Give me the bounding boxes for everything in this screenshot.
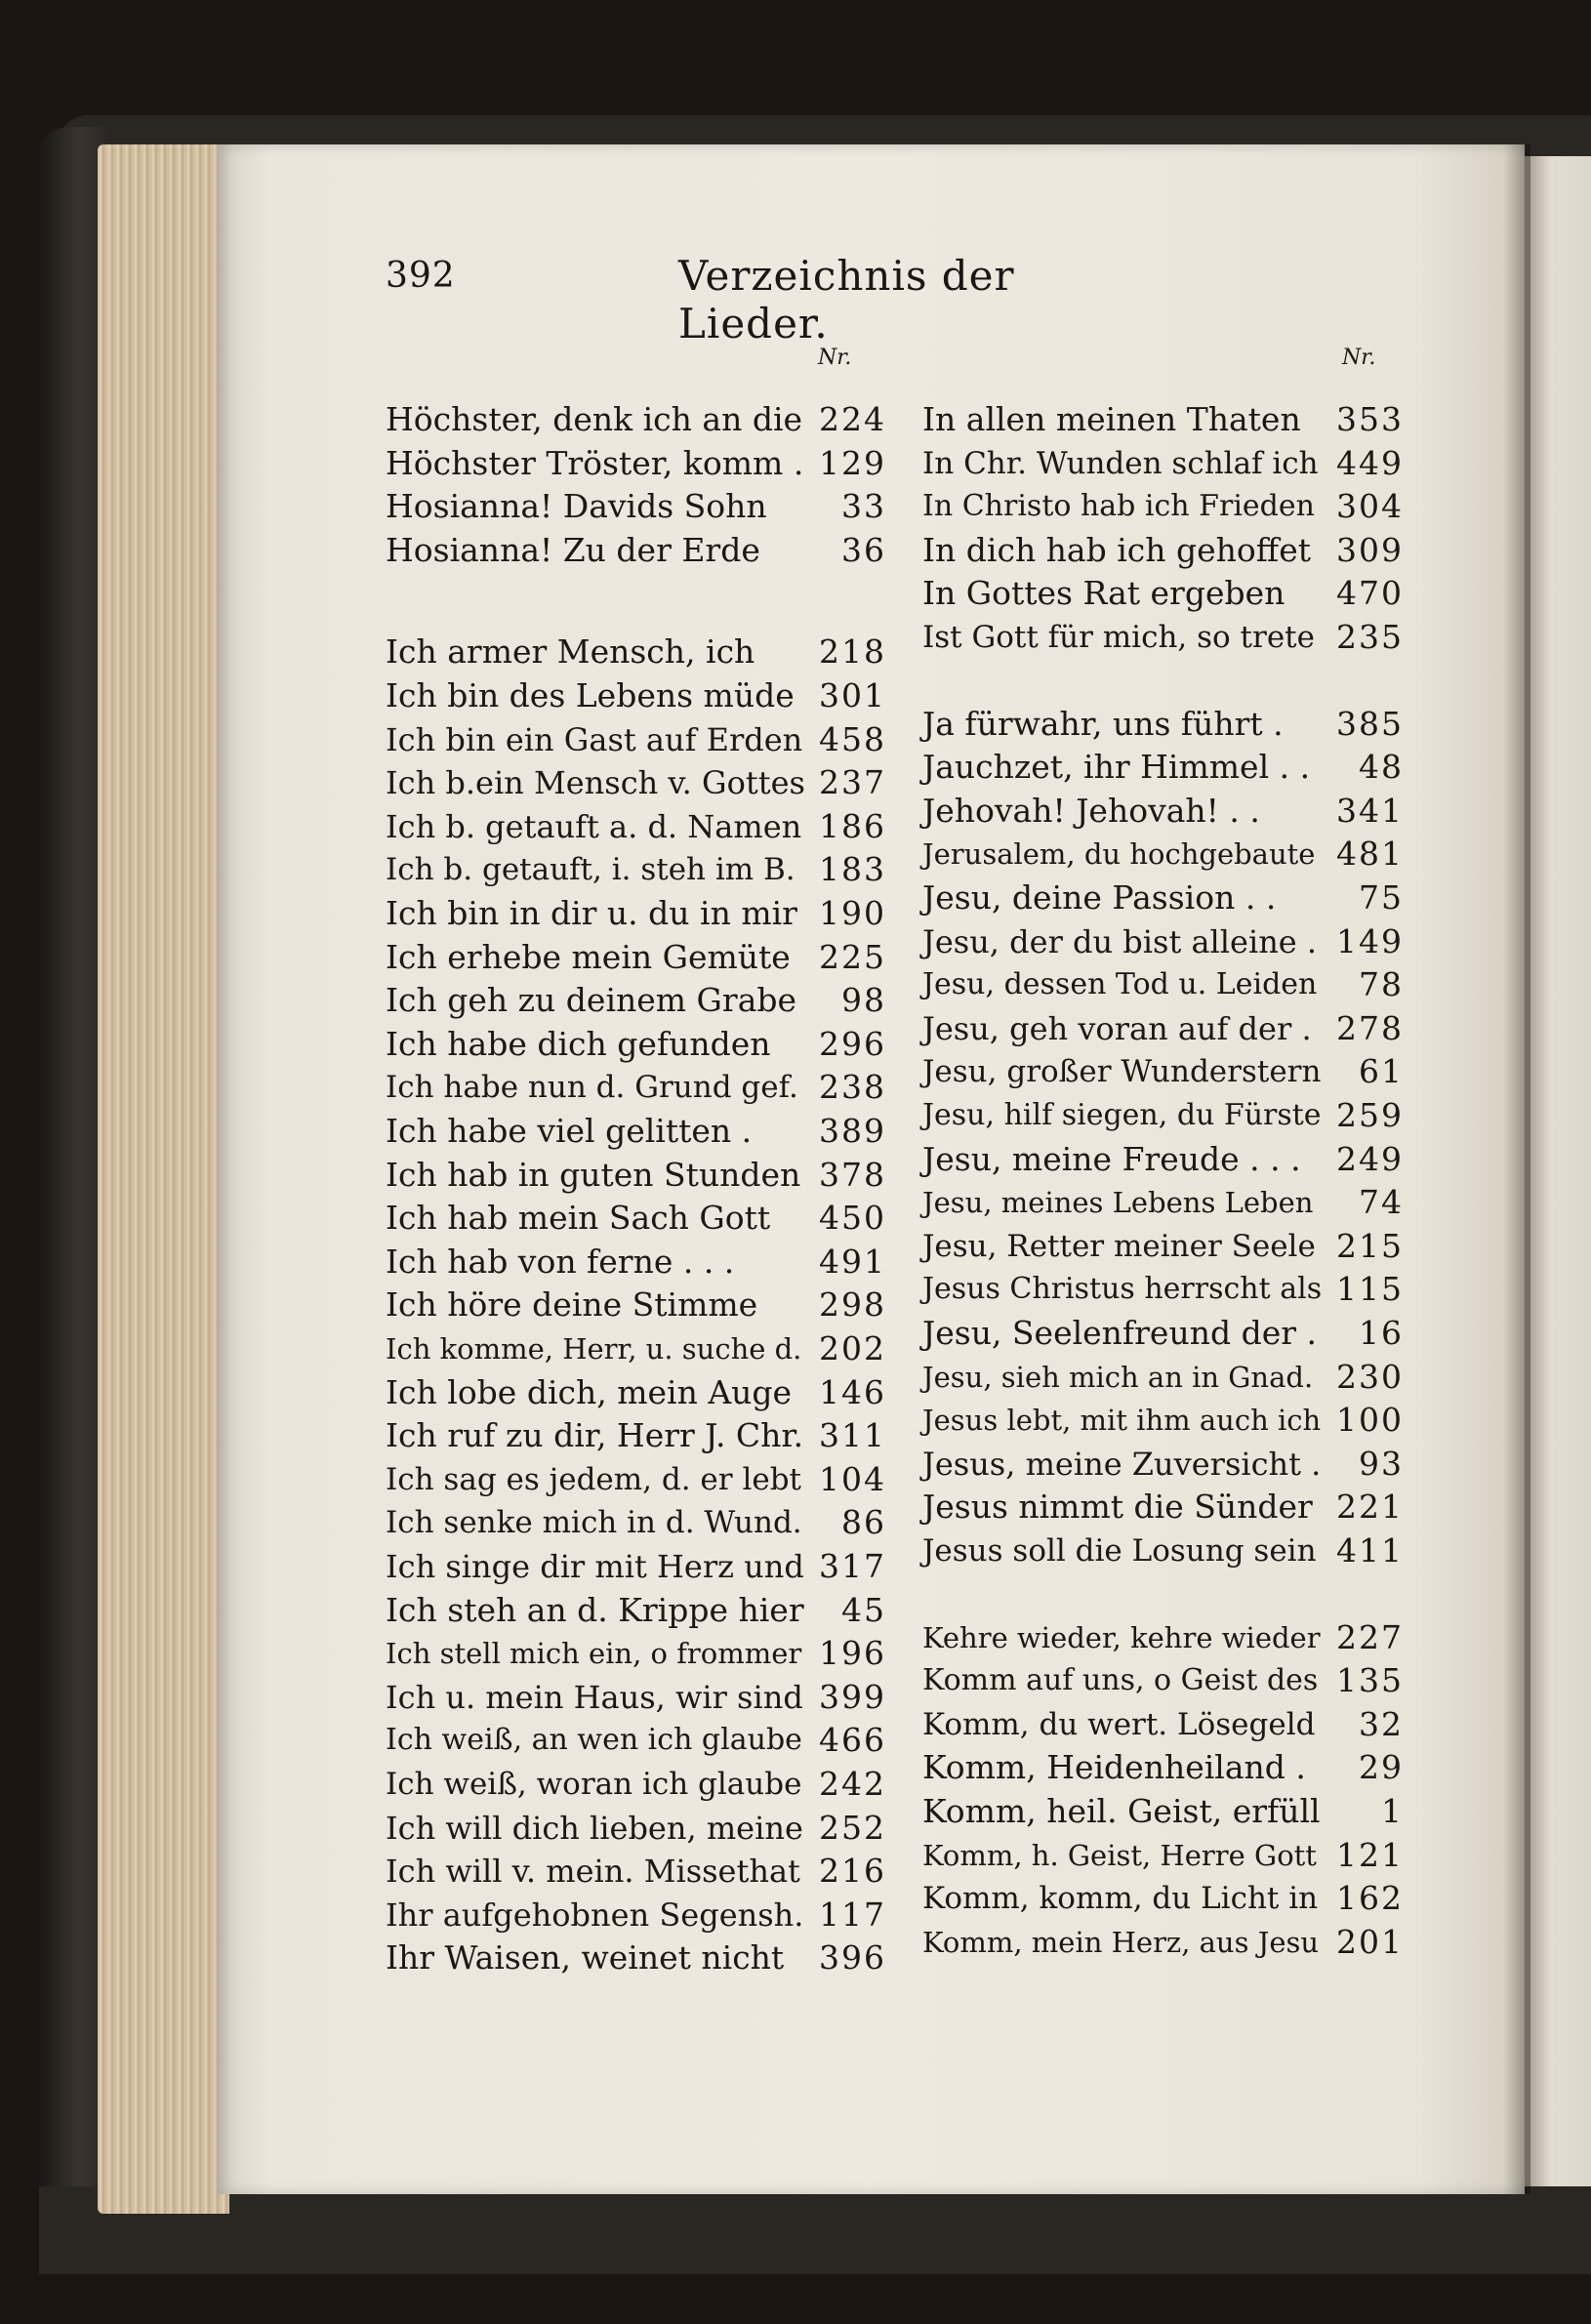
hymn-title: Ich steh an d. Krippe hier (386, 1591, 804, 1629)
hymn-number: 252 (819, 1809, 886, 1847)
hymn-title: Jesu, Seelenfreund der . (922, 1314, 1317, 1352)
index-entry (386, 761, 898, 804)
hymn-title: Ich habe dich gefunden (386, 1025, 771, 1063)
index-entry (386, 1284, 898, 1326)
hymn-number: 221 (1336, 1488, 1404, 1526)
page-number: 392 (386, 256, 456, 296)
hymn-number: 117 (819, 1896, 886, 1934)
index-entry (922, 1138, 1415, 1181)
hymn-title: Ich hab von ferne . . . (386, 1243, 735, 1281)
hymn-title: Jesu, deine Passion . . (922, 878, 1277, 917)
hymn-number: 238 (819, 1068, 886, 1106)
hymn-number: 48 (1359, 748, 1404, 786)
index-entry (922, 1181, 1415, 1224)
hymn-title: Ich weiß, an wen ich glaube (386, 1723, 802, 1757)
hymn-title: Ihr Waisen, weinet nicht (386, 1938, 785, 1977)
hymn-title: Jesu, großer Wunderstern (922, 1054, 1322, 1089)
hymn-number: 202 (819, 1329, 886, 1367)
hymn-title: Jesu, geh voran auf der . (922, 1010, 1312, 1047)
index-entry (922, 1312, 1415, 1355)
index-entry (922, 790, 1415, 833)
hymn-title: Jesus lebt, mit ihm auch ich (922, 1404, 1322, 1437)
hymn-number: 215 (1336, 1227, 1404, 1265)
hymn-title: Komm, komm, du Licht in (922, 1881, 1319, 1916)
hymn-title: Komm, mein Herz, aus Jesu (922, 1926, 1320, 1959)
index-entry (386, 1632, 898, 1675)
index-entry (922, 616, 1415, 659)
index-entry (386, 805, 898, 848)
hymn-number: 146 (819, 1373, 886, 1411)
hymn-number: 491 (819, 1243, 886, 1281)
index-entry (922, 1399, 1415, 1442)
hymn-title: Höchster, denk ich an die (386, 400, 803, 438)
index-entry (386, 1719, 898, 1762)
hymn-title: Komm, Heidenheiland . (922, 1748, 1306, 1786)
hymn-number: 218 (819, 632, 886, 671)
hymn-title: Ich höre deine Stimme (386, 1285, 758, 1324)
hymn-title: Ich bin des Lebens müde (386, 676, 795, 714)
hymn-title: Ich habe viel gelitten . (386, 1112, 753, 1150)
book-cover-bottom (39, 2186, 1591, 2274)
hymn-number: 353 (1336, 400, 1404, 438)
index-entry (922, 1094, 1415, 1137)
hymn-title: Ich bin ein Gast auf Erden (386, 721, 803, 758)
hymn-title: Ihr aufgehobnen Segensh. (386, 1896, 804, 1934)
hymn-title: Ich armer Mensch, ich (386, 632, 755, 671)
hymn-title: Komm, du wert. Lösegeld (922, 1707, 1316, 1742)
hymn-title: Kehre wieder, kehre wieder (922, 1621, 1321, 1654)
hymn-title: In Gottes Rat ergeben (922, 574, 1285, 612)
hymn-number: 29 (1359, 1748, 1404, 1786)
hymn-number: 298 (819, 1285, 886, 1324)
index-entry (922, 877, 1415, 919)
hymn-number: 389 (819, 1112, 886, 1150)
hymn-title: Ich lobe dich, mein Auge (386, 1373, 793, 1411)
hymn-title: Jesu, dessen Tod u. Leiden (922, 967, 1318, 1001)
hymn-number: 86 (841, 1503, 886, 1541)
index-entry (922, 442, 1415, 485)
index-entry (386, 718, 898, 761)
index-entry (386, 1066, 898, 1109)
hymn-number: 237 (819, 763, 886, 801)
hymn-number: 449 (1336, 444, 1404, 482)
index-entry (922, 1921, 1415, 1964)
page-header (386, 252, 1166, 347)
hymn-title: Hosianna! Davids Sohn (386, 487, 767, 525)
page-title: Verzeichnis der Lieder. (678, 252, 1015, 347)
index-entry (922, 1790, 1415, 1833)
hymn-number: 378 (819, 1156, 886, 1194)
hymn-number: 242 (819, 1765, 886, 1803)
index-entry (386, 1763, 898, 1806)
hymn-title: Jesu, der du bist alleine . (922, 923, 1318, 960)
hymn-number: 466 (819, 1721, 886, 1759)
hymn-title: Ich senke mich in d. Wund. (386, 1505, 802, 1540)
hymn-number: 61 (1359, 1052, 1404, 1090)
index-entry (922, 1268, 1415, 1311)
hymn-number: 481 (1336, 835, 1404, 873)
hymn-title: Komm auf uns, o Geist des (922, 1663, 1319, 1697)
number-column-label: Nr. (818, 346, 852, 370)
hymn-number: 1 (1381, 1792, 1404, 1830)
index-entry (922, 1746, 1415, 1789)
hymn-number: 16 (1359, 1314, 1404, 1352)
hymn-number: 162 (1336, 1879, 1404, 1917)
index-entry (386, 979, 898, 1022)
hymn-title: Ich singe dir mit Herz und (386, 1548, 804, 1585)
hymn-number: 470 (1336, 574, 1404, 612)
index-entry (386, 1589, 898, 1632)
hymn-title: Ich will v. mein. Missethat (386, 1853, 800, 1890)
hymn-title: Jerusalem, du hochgebaute (922, 837, 1316, 871)
hymn-number: 100 (1336, 1401, 1404, 1439)
hymn-number: 149 (1336, 922, 1404, 960)
index-entry (386, 1023, 898, 1066)
hymn-title: Ich sag es jedem, d. er lebt (386, 1462, 802, 1497)
hymn-title: Komm, heil. Geist, erfüll (922, 1792, 1321, 1830)
hymn-number: 115 (1336, 1270, 1404, 1308)
hymn-number: 216 (819, 1852, 886, 1890)
index-entry (922, 1616, 1415, 1659)
index-entry (922, 572, 1415, 615)
index-entry (922, 746, 1415, 789)
hymn-number: 78 (1359, 965, 1404, 1003)
hymn-title: Ich stell mich ein, o frommer (386, 1637, 802, 1670)
index-entry (922, 485, 1415, 528)
hymn-number: 183 (819, 850, 886, 888)
index-entry (386, 1197, 898, 1240)
hymn-title: Ich ruf zu dir, Herr J. Chr. (386, 1416, 804, 1454)
index-entry (386, 485, 898, 528)
hymn-number: 230 (1336, 1358, 1404, 1396)
index-entry (386, 1676, 898, 1719)
index-entry (386, 1545, 898, 1588)
hymn-number: 186 (819, 807, 886, 845)
index-entry (386, 892, 898, 935)
hymn-title: Jesu, hilf siegen, du Fürste (922, 1098, 1322, 1132)
hymn-number: 311 (819, 1416, 886, 1454)
index-entry (386, 1850, 898, 1893)
index-entry (922, 963, 1415, 1006)
hymn-title: Ich hab in guten Stunden (386, 1156, 801, 1194)
hymn-number: 317 (819, 1547, 886, 1585)
hymn-number: 235 (1336, 618, 1404, 656)
hymn-title: In allen meinen Thaten (922, 400, 1301, 438)
index-entry (922, 1225, 1415, 1268)
hymn-number: 278 (1336, 1009, 1404, 1047)
page-gutter-shadow (1503, 144, 1530, 2194)
index-entry (922, 1877, 1415, 1920)
hymn-title: Ich u. mein Haus, wir sind (386, 1679, 803, 1716)
hymn-number: 104 (819, 1460, 886, 1498)
hymn-number: 129 (819, 444, 886, 482)
hymn-number: 32 (1359, 1705, 1404, 1743)
hymn-title: Jesu, meines Lebens Leben (922, 1186, 1314, 1219)
index-entry (386, 1327, 898, 1370)
hymn-title: Jesus Christus herrscht als (922, 1272, 1323, 1306)
hymn-title: Jauchzet, ihr Himmel . . (922, 748, 1311, 786)
index-entry (386, 1110, 898, 1153)
index-entry (922, 529, 1415, 572)
hymn-title: Jehovah! Jehovah! . . (922, 792, 1260, 830)
hymn-title: Ich hab mein Sach Gott (386, 1199, 771, 1237)
index-entry (386, 529, 898, 572)
index-entry (386, 936, 898, 979)
hymn-number: 411 (1336, 1531, 1404, 1570)
index-entry (922, 1834, 1415, 1877)
index-entry (386, 442, 898, 485)
index-entry (386, 1154, 898, 1197)
index-entry (386, 398, 898, 441)
hymn-title: Jesu, sieh mich an in Gnad. (922, 1361, 1314, 1394)
hymn-number: 296 (819, 1025, 886, 1063)
hymn-number: 98 (841, 981, 886, 1019)
index-entry (922, 833, 1415, 876)
hymn-number: 450 (819, 1199, 886, 1237)
index-entry (922, 1443, 1415, 1486)
index-entry (386, 1414, 898, 1457)
hymn-title: Ich erhebe mein Gemüte (386, 938, 791, 976)
index-entry (386, 1894, 898, 1937)
index-entry (386, 848, 898, 891)
index-entry (386, 674, 898, 717)
hymn-number: 45 (841, 1591, 886, 1629)
hymn-title: Jesu, Retter meiner Seele (922, 1229, 1316, 1264)
hymn-title: Jesus nimmt die Sünder (922, 1488, 1313, 1526)
hymn-number: 399 (819, 1678, 886, 1716)
hymn-title: Ich habe nun d. Grund gef. (386, 1070, 798, 1105)
hymn-title: Ja fürwahr, uns führt . (922, 705, 1284, 743)
hymn-number: 74 (1359, 1183, 1404, 1221)
hymn-title: In Chr. Wunden schlaf ich (922, 446, 1319, 481)
hymn-number: 249 (1336, 1140, 1404, 1178)
hymn-title: Hosianna! Zu der Erde (386, 531, 760, 569)
hymn-title: In dich hab ich gehoffet (922, 531, 1312, 569)
hymn-title: Ist Gott für mich, so trete (922, 620, 1315, 655)
index-entry (386, 1241, 898, 1284)
hymn-title: Höchster Tröster, komm . (386, 444, 804, 482)
hymn-number: 259 (1336, 1096, 1404, 1134)
hymn-title: Jesus, meine Zuversicht . (922, 1446, 1322, 1483)
index-entry (386, 1371, 898, 1414)
hymn-number: 196 (819, 1634, 886, 1672)
hymn-title: Komm, h. Geist, Herre Gott (922, 1839, 1317, 1872)
hymn-number: 33 (841, 487, 886, 525)
hymn-number: 301 (819, 676, 886, 714)
hymn-number: 396 (819, 1938, 886, 1977)
index-entry (922, 920, 1415, 963)
index-entry (922, 1007, 1415, 1050)
hymn-number: 458 (819, 720, 886, 758)
hymn-title: Ich b.ein Mensch v. Gottes (386, 764, 805, 801)
index-entry (386, 631, 898, 673)
hymn-title: Ich weiß, woran ich glaube (386, 1767, 802, 1802)
hymn-title: Jesus soll die Losung sein (922, 1533, 1317, 1569)
index-entry (922, 1659, 1415, 1702)
hymn-title: In Christo hab ich Frieden (922, 489, 1315, 523)
hymn-number: 341 (1336, 792, 1404, 830)
hymn-title: Ich b. getauft, i. steh im B. (386, 852, 796, 887)
hymn-title: Jesu, meine Freude . . . (922, 1140, 1301, 1178)
index-entry (922, 1529, 1415, 1572)
hymn-title: Ich komme, Herr, u. suche d. (386, 1332, 802, 1366)
index-entry (922, 1356, 1415, 1399)
number-column-label: Nr. (1342, 346, 1376, 370)
hymn-number: 309 (1336, 531, 1404, 569)
hymn-title: Ich bin in dir u. du in mir (386, 894, 797, 932)
hymn-number: 304 (1336, 487, 1404, 525)
hymn-number: 190 (819, 894, 886, 932)
page-edges (98, 144, 229, 2214)
index-entry (386, 1458, 898, 1501)
index-entry (386, 1807, 898, 1850)
facing-page-edge (1525, 156, 1591, 2186)
hymn-number: 121 (1336, 1836, 1404, 1874)
hymn-number: 201 (1336, 1923, 1404, 1961)
hymn-title: Ich will dich lieben, meine (386, 1810, 803, 1847)
hymn-number: 385 (1336, 705, 1404, 743)
index-entry (922, 1050, 1415, 1093)
hymn-number: 224 (819, 400, 886, 438)
hymn-title: Ich b. getauft a. d. Namen (386, 808, 802, 845)
hymn-number: 36 (841, 531, 886, 569)
hymn-number: 225 (819, 938, 886, 976)
hymn-title: Ich geh zu deinem Grabe (386, 981, 797, 1019)
hymn-number: 135 (1336, 1661, 1404, 1699)
index-entry (386, 1937, 898, 1979)
index-entry (922, 1703, 1415, 1746)
index-entry (922, 703, 1415, 746)
index-entry (386, 1501, 898, 1544)
hymn-number: 227 (1336, 1618, 1404, 1656)
index-entry (922, 398, 1415, 441)
hymn-number: 75 (1359, 878, 1404, 917)
hymn-number: 93 (1359, 1445, 1404, 1483)
index-entry (922, 1486, 1415, 1529)
